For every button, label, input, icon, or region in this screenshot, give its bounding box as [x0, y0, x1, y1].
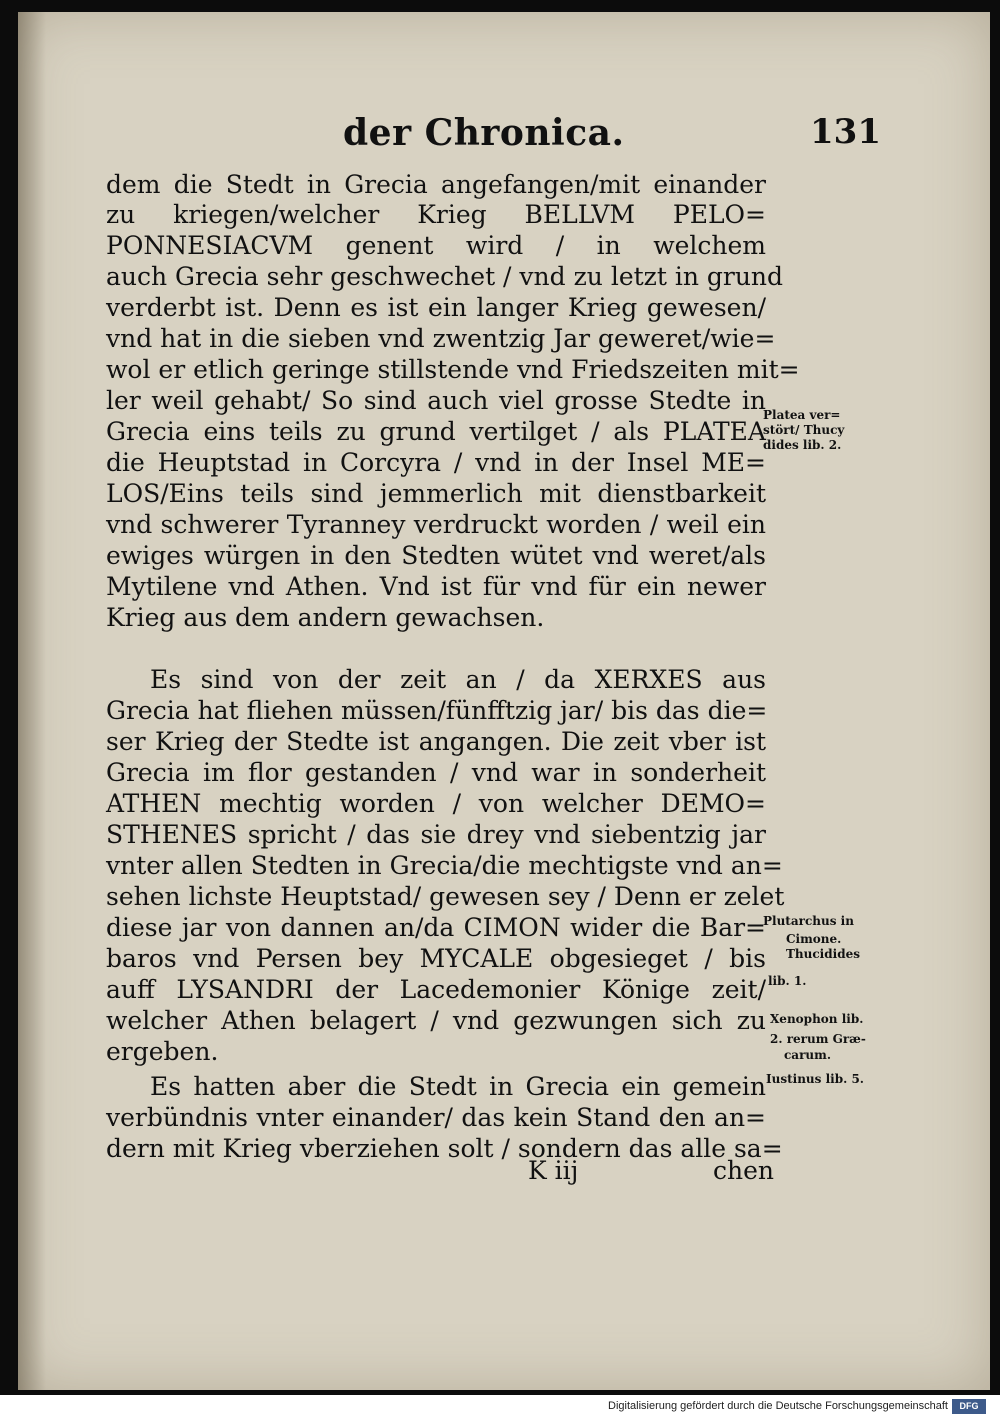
- text-line: ergeben.: [106, 1037, 219, 1066]
- text-line: Grecia hat fliehen müssen/fünfftzig jar/ bis das die=: [106, 696, 768, 725]
- margin-note: Plutarchus in: [763, 914, 854, 928]
- text-line: diese jar von dannen an/da CIMON wider die Bar=: [106, 913, 766, 942]
- catchword: chen: [713, 1156, 774, 1185]
- margin-note: Platea ver=: [763, 408, 841, 422]
- catchwords-line: [18, 1156, 990, 1186]
- margin-note: Iustinus lib. 5.: [766, 1072, 864, 1086]
- signature-mark: K iij: [528, 1156, 579, 1185]
- text-line: Grecia im flor gestanden / vnd war in sonderheit: [106, 758, 766, 787]
- text-line: auch Grecia sehr geschwechet / vnd zu letzt in grund: [106, 262, 784, 291]
- footer-bar: [0, 1395, 1000, 1419]
- margin-note: stört/ Thucy: [763, 423, 845, 437]
- text-line: Krieg aus dem andern gewachsen.: [106, 603, 545, 632]
- margin-note: 2. rerum Græ-: [770, 1032, 866, 1046]
- running-title: der Chronica.: [343, 112, 625, 154]
- text-line: zu kriegen/welcher Krieg BELLVM PELO=: [106, 200, 766, 229]
- text-line: sehen lichste Heuptstad/ gewesen sey / Denn er zelet: [106, 882, 785, 911]
- text-line: ATHEN mechtig worden / von welcher DEMO=: [106, 789, 766, 818]
- margin-note: Cimone.: [786, 932, 842, 946]
- page-number: 131: [810, 112, 881, 152]
- text-line: PONNESIACVM genent wird / in welchem: [106, 231, 766, 260]
- text-line: ewiges würgen in den Stedten wütet vnd weret/als: [106, 541, 766, 570]
- text-line: Es hatten aber die Stedt in Grecia ein gemein: [150, 1072, 766, 1101]
- funding-credit: Digitalisierung gefördert durch die Deutsche Forschungsgemeinschaft: [608, 1400, 948, 1412]
- text-line: Es sind von der zeit an / da XERXES aus: [150, 665, 766, 694]
- margin-note: lib. 1.: [768, 974, 807, 988]
- dfg-logo-icon: DFG: [952, 1399, 986, 1414]
- text-line: welcher Athen belagert / vnd gezwungen sich zu: [106, 1006, 766, 1035]
- text-line: vnd schwerer Tyranney verdruckt worden / weil ein: [106, 510, 766, 539]
- text-line: vnd hat in die sieben vnd zwentzig Jar geweret/wie=: [106, 324, 776, 353]
- text-line: ler weil gehabt/ So sind auch viel grosse Stedte in: [106, 386, 766, 415]
- text-line: dem die Stedt in Grecia angefangen/mit einander: [106, 170, 766, 199]
- text-line: STHENES spricht / das sie drey vnd siebentzig jar: [106, 820, 766, 849]
- page-header: [18, 112, 990, 162]
- text-line: wol er etlich geringe stillstende vnd Friedszeiten mit=: [106, 355, 800, 384]
- text-line: dern mit Krieg vberziehen solt / sondern das alle sa=: [106, 1134, 783, 1163]
- text-line: baros vnd Persen bey MYCALE obgesieget / bis: [106, 944, 766, 973]
- text-line: vnter allen Stedten in Grecia/die mechtigste vnd an=: [106, 851, 783, 880]
- book-page: [18, 12, 990, 1390]
- margin-note: Thucidides: [786, 947, 860, 961]
- margin-note: Xenophon lib.: [770, 1012, 864, 1026]
- text-line: Mytilene vnd Athen. Vnd ist für vnd für ein newer: [106, 572, 766, 601]
- text-line: ser Krieg der Stedte ist angangen. Die zeit vber ist: [106, 727, 766, 756]
- text-line: die Heuptstad in Corcyra / vnd in der Insel ME=: [106, 448, 766, 477]
- text-line: Grecia eins teils zu grund vertilget / als PLATEA: [106, 417, 766, 446]
- text-line: auff LYSANDRI der Lacedemonier Könige zeit/: [106, 975, 766, 1004]
- text-line: LOS/Eins teils sind jemmerlich mit dienstbarkeit: [106, 479, 766, 508]
- margin-note: carum.: [784, 1048, 832, 1062]
- margin-note: dides lib. 2.: [763, 438, 842, 452]
- text-line: verbündnis vnter einander/ das kein Stand den an=: [106, 1103, 766, 1132]
- text-line: verderbt ist. Denn es ist ein langer Krieg gewesen/: [106, 293, 766, 322]
